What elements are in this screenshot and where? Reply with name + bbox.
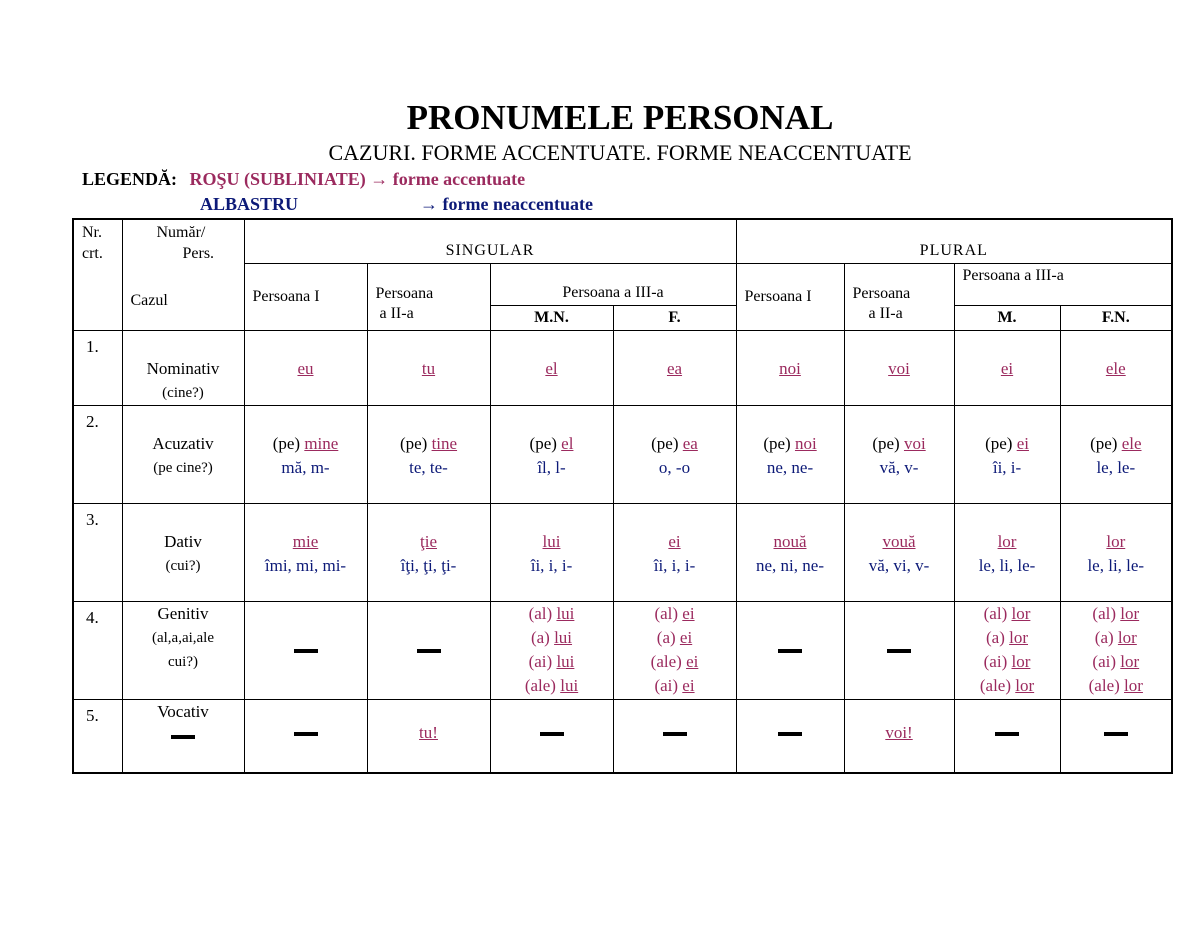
- form-unaccented: îţi, ţi, ţi-: [400, 555, 457, 575]
- case-name: Vocativ: [157, 701, 209, 721]
- dash-icon: [294, 732, 318, 736]
- form-accented: voi: [903, 433, 926, 453]
- form-accented: mie: [292, 531, 319, 551]
- form-unaccented: îi, i-: [992, 457, 1022, 477]
- form-unaccented: ne, ne-: [766, 457, 814, 477]
- header-pl-p2: Persoana a II-a: [844, 263, 954, 330]
- form-accented: ţie: [420, 531, 437, 551]
- dash-icon: [995, 732, 1019, 736]
- form-accented: el: [545, 358, 558, 378]
- header-plural: PLURAL: [736, 219, 1172, 263]
- legend-blue-text: → forme neaccentuate: [420, 194, 593, 214]
- header-pl-p3: Persoana a III-a: [954, 263, 1172, 305]
- legend-blue-name: ALBASTRU: [200, 194, 299, 214]
- genitiv-m: (al) lor (a) lor (ai) lor (ale) lor: [954, 601, 1060, 699]
- table-row: [73, 330, 1172, 405]
- case-name: Nominativ: [146, 358, 220, 378]
- row-number: 4.: [73, 601, 122, 699]
- form-unaccented: îi, i, i-: [653, 555, 696, 575]
- case-name: Genitiv: [157, 603, 209, 623]
- case-cell: [122, 699, 244, 773]
- legend-line-red: [82, 168, 525, 190]
- case-question: (cine?): [162, 384, 204, 401]
- form-accented: ei: [668, 531, 681, 551]
- row-number: 1.: [73, 330, 122, 405]
- form-unaccented: îmi, mi, mi-: [264, 555, 347, 575]
- dash-icon: [417, 649, 441, 653]
- case-name: Dativ: [164, 531, 202, 551]
- form-unaccented: vă, vi, v-: [868, 555, 930, 575]
- header-pl-p1: Persoana I: [736, 263, 844, 330]
- form-accented: ei: [1000, 358, 1014, 378]
- header-sg-p1: Persoana I: [244, 263, 367, 330]
- form-unaccented: îl, l-: [537, 457, 566, 477]
- table-row: [73, 601, 1172, 699]
- form-accented: lor: [997, 531, 1017, 551]
- case-question: cui?): [168, 653, 198, 670]
- form-unaccented: o, -o: [658, 457, 691, 477]
- form-unaccented: mă, m-: [281, 457, 330, 477]
- form-accented: voi: [888, 358, 910, 378]
- header-fn: F.N.: [1060, 305, 1172, 330]
- genitiv-fn: (al) lor (a) lor (ai) lor (ale) lor: [1060, 601, 1172, 699]
- form-accented: lui: [542, 531, 561, 551]
- form-accented: vouă: [882, 531, 916, 551]
- pronoun-table: [72, 218, 1173, 774]
- dash-icon: [540, 732, 564, 736]
- page-title: PRONUMELE PERSONAL: [406, 98, 834, 137]
- case-cell: [122, 601, 244, 699]
- case-cell: [122, 503, 244, 601]
- form-unaccented: le, le-: [1096, 457, 1136, 477]
- legend-red-text: ROŞU (SUBLINIATE) → forme accentuate: [189, 169, 526, 189]
- case-question: (pe cine?): [153, 459, 213, 476]
- genitiv-f: (al) ei (a) ei (ale) ei (ai) ei: [613, 601, 736, 699]
- genitiv-mn: (al) lui (a) lui (ai) lui (ale) lui: [490, 601, 613, 699]
- form-accented: lor: [1106, 531, 1126, 551]
- form-accented: tu: [421, 358, 436, 378]
- form-unaccented: le, li, le-: [1087, 555, 1145, 575]
- table-row: [73, 503, 1172, 601]
- dash-icon: [887, 649, 911, 653]
- form-accented: ele: [1121, 433, 1142, 453]
- form-accented: nouă: [773, 531, 807, 551]
- form-accented: mine: [304, 433, 339, 453]
- header-singular: SINGULAR: [244, 219, 736, 263]
- dash-icon: [1104, 732, 1128, 736]
- header-m: M.: [954, 305, 1060, 330]
- legend-line-blue: [200, 193, 593, 215]
- form-unaccented: le, li, le-: [978, 555, 1036, 575]
- row-number: 5.: [73, 699, 122, 773]
- form-accented: ele: [1105, 358, 1126, 378]
- legend-label: LEGENDĂ:: [82, 169, 178, 189]
- table-row: [73, 699, 1172, 773]
- form-accented: voi!: [885, 722, 913, 742]
- form-accented: eu: [297, 358, 314, 378]
- form-unaccented: vă, v-: [879, 457, 919, 477]
- form-unaccented: îi, i, i-: [530, 555, 573, 575]
- form-accented: tine: [431, 433, 458, 453]
- form-accented: ea: [682, 433, 698, 453]
- case-question: (cui?): [165, 557, 201, 574]
- row-number: 2.: [73, 405, 122, 503]
- dash-icon: [778, 732, 802, 736]
- form-accented: ea: [666, 358, 683, 378]
- case-cell: [122, 330, 244, 405]
- header-nr-crt: Nr. crt.: [73, 219, 122, 330]
- form-accented: tu!: [419, 722, 438, 742]
- header-sg-p3: Persoana a III-a: [490, 263, 736, 305]
- header-mn: M.N.: [490, 305, 613, 330]
- dash-icon: [294, 649, 318, 653]
- form-accented: noi: [779, 358, 801, 378]
- header-numar-pers-cazul: Număr/ Pers. Cazul: [122, 219, 244, 330]
- form-unaccented: ne, ni, ne-: [756, 555, 824, 575]
- row-number: 3.: [73, 503, 122, 601]
- header-f: F.: [613, 305, 736, 330]
- form-accented: ei: [1016, 433, 1029, 453]
- dash-icon: [778, 649, 802, 653]
- dash-icon: [663, 732, 687, 736]
- case-name: Acuzativ: [152, 433, 214, 453]
- case-question: (al,a,ai,ale: [151, 629, 215, 646]
- case-cell: [122, 405, 244, 503]
- form-unaccented: te, te-: [409, 457, 448, 477]
- header-sg-p2: Persoana a II-a: [367, 263, 490, 330]
- form-accented: el: [561, 433, 574, 453]
- form-accented: noi: [794, 433, 817, 453]
- page-subtitle: CAZURI. FORME ACCENTUATE. FORME NEACCENTUATE: [328, 140, 912, 165]
- dash-icon: [171, 735, 195, 739]
- table-row: 2. Acuzativ (pe cine?) (pe) mine mă, m- (pe) tine te, te- (pe) el îl, l- (pe) ea o, -o (pe) noi ne, ne- (pe) voi vă, v- (pe) ei îi, i- (pe) ele le, le-: [73, 405, 1172, 503]
